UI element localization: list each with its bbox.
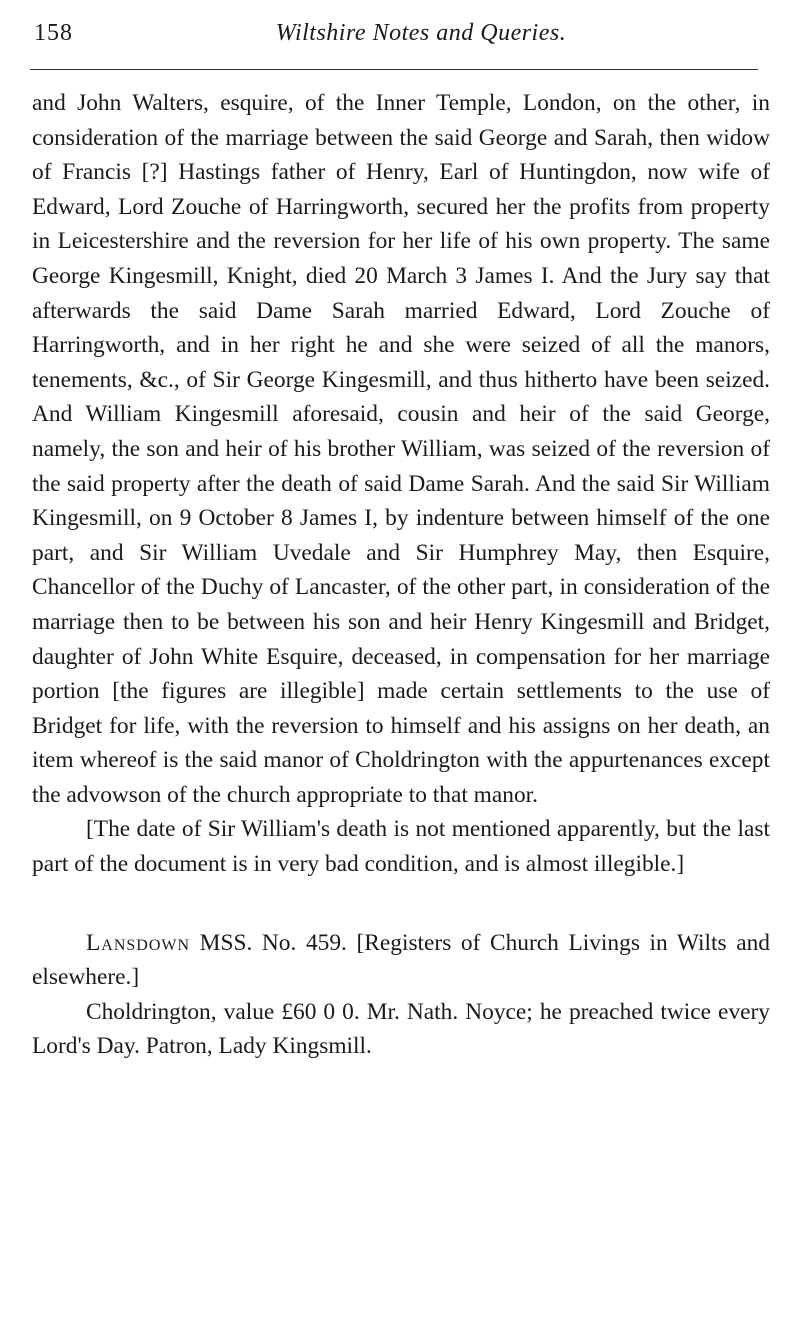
paragraph-choldrington-entry: Choldrington, value £60 0 0. Mr. Nath. Noyce; he preached twice every Lord's Day. Patron, Lady Kingsmill. — [32, 998, 770, 1060]
body-text — [32, 86, 770, 1064]
lansdown-reference-text: MSS. No. 459. [Registers of Church Livings in Wilts and elsewhere.] — [32, 929, 770, 991]
lansdown-heading: Lansdown — [86, 929, 191, 956]
paragraph-lansdown-reference — [32, 926, 770, 995]
section-gap — [32, 882, 770, 926]
paragraph-inquisition: and John Walters, esquire, of the Inner Temple, London, on the other, in consideration of the marriage between the said George and Sarah, then widow of Francis [?] Hastings father of Henry, Earl of Huntingdon, now wife of Edward, Lord Zouche of Harringworth, secured her the profits from property in Leicestershire and the reversion for her life of his own property. The same George Kingesmill, Knight, died 20 March 3 James I. And the Jury say that afterwards the said Dame Sarah married Edward, Lord Zouche of Harringworth, and in her right he and she were seized of all the manors, tenements, &c., of Sir George Kingesmill, and thus hitherto have been seized. And William Kingesmill aforesaid, cousin and heir of the said George, namely, the son and heir of his brother William, was seized of the reversion of the said property after the death of said Dame Sarah. And the said Sir William Kingesmill, on 9 October 8 James I, by indenture between himself of the one part, and Sir William Uvedale and Sir Humphrey May, then Esquire, Chancellor of the Duchy of Lancaster, of the other part, in consideration of the marriage then to be between his son and heir Henry Kingesmill and Bridget, daughter of John White Esquire, deceased, in compensation for her marriage portion [the figures are illegible] made certain settlements to the use of Bridget for life, with the reversion to himself and his assigns on her death, an item whereof is the said manor of Choldrington with the appurtenances except the advowson of the church appropriate to that manor. — [32, 90, 770, 808]
page-number: 158 — [34, 20, 73, 46]
running-head — [32, 0, 770, 58]
document-page — [32, 0, 770, 1060]
journal-title: Wiltshire Notes and Queries. — [275, 20, 567, 46]
paragraph-editorial-note: [The date of Sir William's death is not mentioned apparently, but the last part of the document is in very bad condition, and is almost illegible.] — [32, 816, 770, 878]
header-rule — [30, 69, 758, 70]
